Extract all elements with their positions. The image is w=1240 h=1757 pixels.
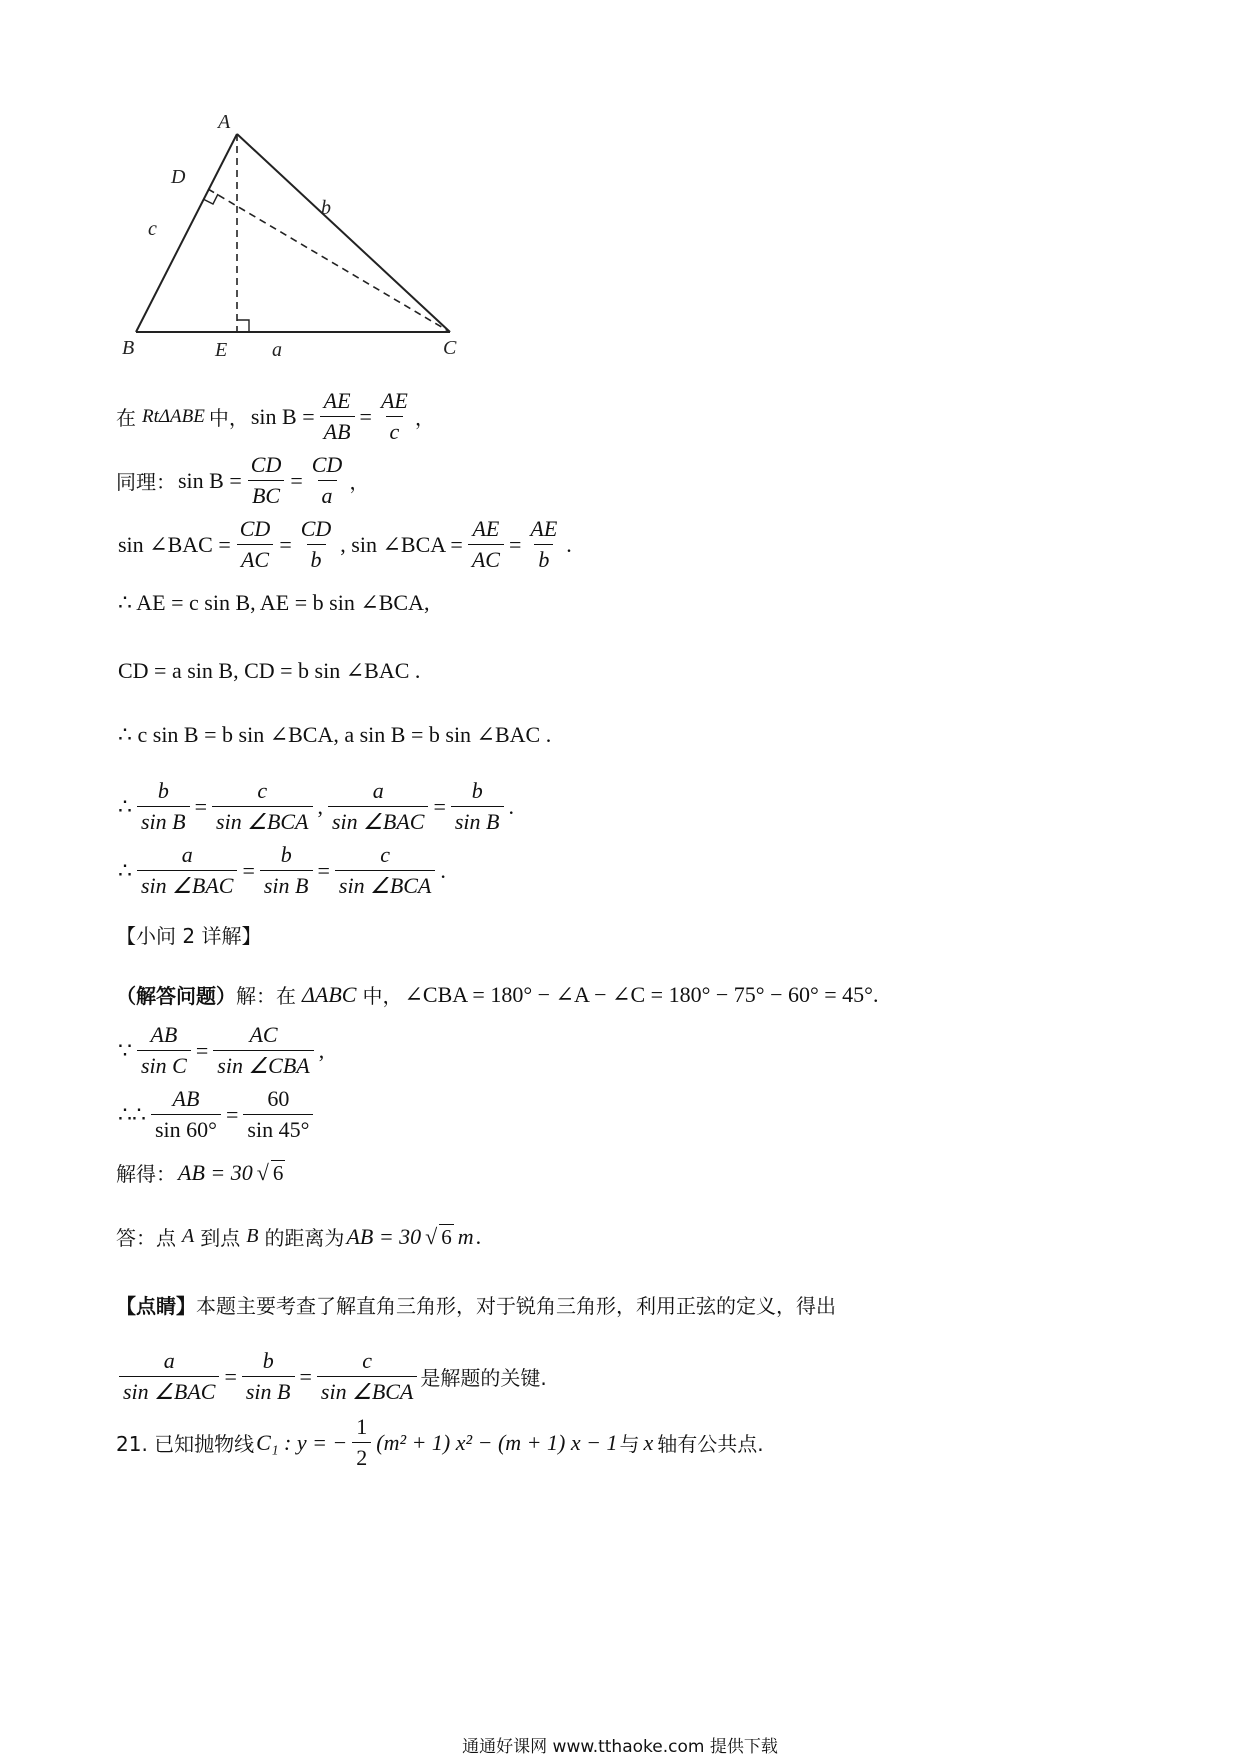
fraction xyxy=(242,1348,295,1405)
numerator: 1 xyxy=(356,1414,368,1439)
line-solution xyxy=(116,1158,285,1187)
line-ae: ∴ AE = c sin B, AE = b sin ∠BCA, xyxy=(118,590,430,615)
numerator: AC xyxy=(249,1022,278,1047)
formula: sin ∠BAC = xyxy=(118,531,231,557)
equals: = xyxy=(317,857,330,883)
numerator: b xyxy=(280,842,292,867)
therefore: ∴ xyxy=(118,857,132,883)
fraction xyxy=(260,842,313,899)
fraction xyxy=(212,778,312,835)
fraction xyxy=(137,778,190,835)
denominator: AB xyxy=(320,416,355,445)
denominator: sin ∠BCA xyxy=(335,870,435,899)
numerator: c xyxy=(257,778,268,803)
fraction xyxy=(297,516,336,573)
fraction xyxy=(328,778,428,835)
equals: = xyxy=(508,531,522,557)
numerator: c xyxy=(362,1348,373,1373)
numerator: AB xyxy=(150,1022,178,1047)
text: 【点睛】 xyxy=(116,1294,196,1318)
formula: ∠CBA = 180° − ∠A − ∠C = 180° − 75° − 60° = 45°. xyxy=(404,981,879,1007)
problem-21 xyxy=(116,1414,764,1471)
radicand: 6 xyxy=(272,1160,284,1185)
radicand: 6 xyxy=(441,1224,452,1249)
text: 21. 已知抛物线 xyxy=(116,1432,255,1456)
numerator: AE xyxy=(472,516,500,541)
label-side-a: a xyxy=(272,339,282,361)
numerator: CD xyxy=(239,516,271,541)
text: . xyxy=(475,1223,482,1249)
numerator: b xyxy=(262,1348,274,1373)
text: 中， xyxy=(208,406,249,430)
numerator: AE xyxy=(530,516,558,541)
label-side-c: c xyxy=(148,218,157,240)
fraction xyxy=(236,516,275,573)
text: x xyxy=(643,1429,654,1455)
section-heading: 【小问 2 详解】 xyxy=(116,924,262,948)
text: 在 xyxy=(116,406,136,430)
text: , xyxy=(317,793,323,819)
denominator: sin B xyxy=(260,870,313,899)
denominator: sin ∠BAC xyxy=(137,870,237,899)
formula: C₁ : y = − xyxy=(256,1429,348,1455)
text: 是解题的关键. xyxy=(420,1366,547,1390)
equals: = xyxy=(195,1037,209,1063)
triangle-figure xyxy=(110,110,530,374)
text: 解得： xyxy=(116,1162,176,1186)
denominator: sin 45° xyxy=(243,1114,313,1143)
denominator: 2 xyxy=(352,1442,371,1471)
line-cd: CD = a sin B, CD = b sin ∠BAC . xyxy=(118,658,421,683)
numerator: AE xyxy=(323,388,351,413)
line-csinb: ∴ c sin B = b sin ∠BCA, a sin B = b sin ∠BAC . xyxy=(118,722,552,747)
fraction xyxy=(151,1086,221,1143)
fraction xyxy=(213,1022,313,1079)
fraction xyxy=(243,1086,313,1143)
numerator: a xyxy=(181,842,193,867)
triangle-svg xyxy=(110,110,530,370)
denominator: sin ∠BCA xyxy=(317,1376,417,1405)
label-side-b: b xyxy=(321,197,331,219)
right-angle-e xyxy=(237,320,249,332)
formula: AB = 30 xyxy=(346,1223,422,1249)
text: ΔABE xyxy=(158,405,205,427)
numerator: a xyxy=(372,778,384,803)
fraction xyxy=(247,452,286,509)
label-b: B xyxy=(122,337,135,359)
line-law-of-sines xyxy=(116,1022,326,1079)
denominator: BC xyxy=(248,480,284,509)
text: 本题主要考查了解直角三角形，对于锐角三角形，利用正弦的定义，得出 xyxy=(196,1294,836,1318)
text: 的距离为 xyxy=(264,1226,345,1250)
formula: , sin ∠BCA = xyxy=(340,531,463,557)
fraction xyxy=(119,1348,219,1405)
numerator: b xyxy=(157,778,169,803)
formula: sin B = xyxy=(250,403,315,429)
fraction xyxy=(526,516,561,573)
sqrt-sign: √ xyxy=(425,1223,438,1249)
text: B xyxy=(246,1225,259,1247)
text: A xyxy=(182,1225,195,1247)
text: ， xyxy=(349,470,370,494)
side-ac xyxy=(237,134,450,332)
denominator: sin B xyxy=(451,806,504,835)
formula: (m² + 1) x² − (m + 1) x − 1 xyxy=(376,1429,618,1455)
line-ratio-2 xyxy=(116,842,448,899)
text: 与 xyxy=(619,1432,640,1456)
fraction xyxy=(451,778,504,835)
line-angle-cba xyxy=(116,980,880,1009)
equals: = xyxy=(225,1101,239,1127)
numerator: CD xyxy=(250,452,282,477)
text: 同理： xyxy=(116,470,176,494)
equals: = xyxy=(242,857,255,883)
denominator: c xyxy=(386,416,404,445)
fraction xyxy=(352,1414,371,1471)
denominator: sin C xyxy=(137,1050,191,1079)
fraction xyxy=(335,842,435,899)
formula: sin B = xyxy=(178,467,242,493)
line-sinb-rt xyxy=(116,388,435,445)
numerator: b xyxy=(471,778,483,803)
denominator: sin ∠CBA xyxy=(213,1050,313,1079)
label-e: E xyxy=(215,339,228,361)
line-tongli xyxy=(116,452,369,509)
fraction xyxy=(137,1022,191,1079)
fraction xyxy=(137,842,237,899)
formula: AB = 30 xyxy=(178,1159,253,1185)
text: 中， xyxy=(362,984,403,1008)
label-d: D xyxy=(171,166,186,188)
equals: = xyxy=(359,403,372,429)
equals: = xyxy=(290,467,303,493)
denominator: sin ∠BCA xyxy=(212,806,312,835)
text: （解答问题） xyxy=(116,984,236,1008)
sqrt-sign: √ xyxy=(256,1159,269,1185)
line-ratio-1 xyxy=(116,778,516,835)
text: Rt xyxy=(142,405,159,427)
denominator: b xyxy=(534,544,553,573)
equals: = xyxy=(279,531,292,557)
text: 到点 xyxy=(200,1226,241,1250)
because: ∵ xyxy=(118,1037,132,1063)
denominator: AC xyxy=(468,544,504,573)
denominator: sin 60° xyxy=(151,1114,221,1143)
line-key-formula xyxy=(116,1348,547,1405)
text: . xyxy=(440,857,446,883)
numerator: a xyxy=(163,1348,175,1373)
footer: 通通好课网 www.tthaoke.com 提供下载 xyxy=(462,1737,778,1757)
line-comment xyxy=(116,1290,836,1319)
text: ， xyxy=(414,406,435,430)
denominator: sin B xyxy=(242,1376,295,1405)
numerator: c xyxy=(380,842,391,867)
denominator: sin ∠BAC xyxy=(328,806,428,835)
text: 轴有公共点. xyxy=(657,1432,764,1456)
label-c: C xyxy=(443,337,457,359)
equals: = xyxy=(224,1363,237,1389)
line-sin-bac-bca xyxy=(116,516,574,573)
equals: = xyxy=(194,793,208,819)
fraction xyxy=(468,516,504,573)
text: . xyxy=(566,531,572,557)
numerator: AB xyxy=(172,1086,200,1111)
denominator: b xyxy=(307,544,326,573)
equals: = xyxy=(433,793,446,819)
numerator: CD xyxy=(300,516,332,541)
numerator: CD xyxy=(311,452,343,477)
unit: m xyxy=(457,1223,474,1249)
label-a: A xyxy=(218,111,231,133)
denominator: sin ∠BAC xyxy=(119,1376,219,1405)
fraction xyxy=(320,388,355,445)
line-answer xyxy=(116,1222,483,1251)
therefore: ∴∴ xyxy=(118,1101,146,1127)
numerator: 60 xyxy=(267,1086,290,1111)
equals: = xyxy=(299,1363,312,1389)
text: 解：在 xyxy=(236,984,296,1008)
denominator: AC xyxy=(237,544,273,573)
text: , xyxy=(318,1037,325,1063)
text: . xyxy=(508,793,514,819)
text: ΔABC xyxy=(302,981,357,1007)
denominator: sin B xyxy=(137,806,190,835)
therefore: ∴ xyxy=(118,793,132,819)
fraction xyxy=(317,1348,417,1405)
fraction xyxy=(377,388,412,445)
denominator: a xyxy=(318,480,337,509)
numerator: AE xyxy=(380,388,408,413)
line-substitute xyxy=(116,1086,316,1143)
text: 答：点 xyxy=(116,1226,176,1250)
fraction xyxy=(308,452,347,509)
